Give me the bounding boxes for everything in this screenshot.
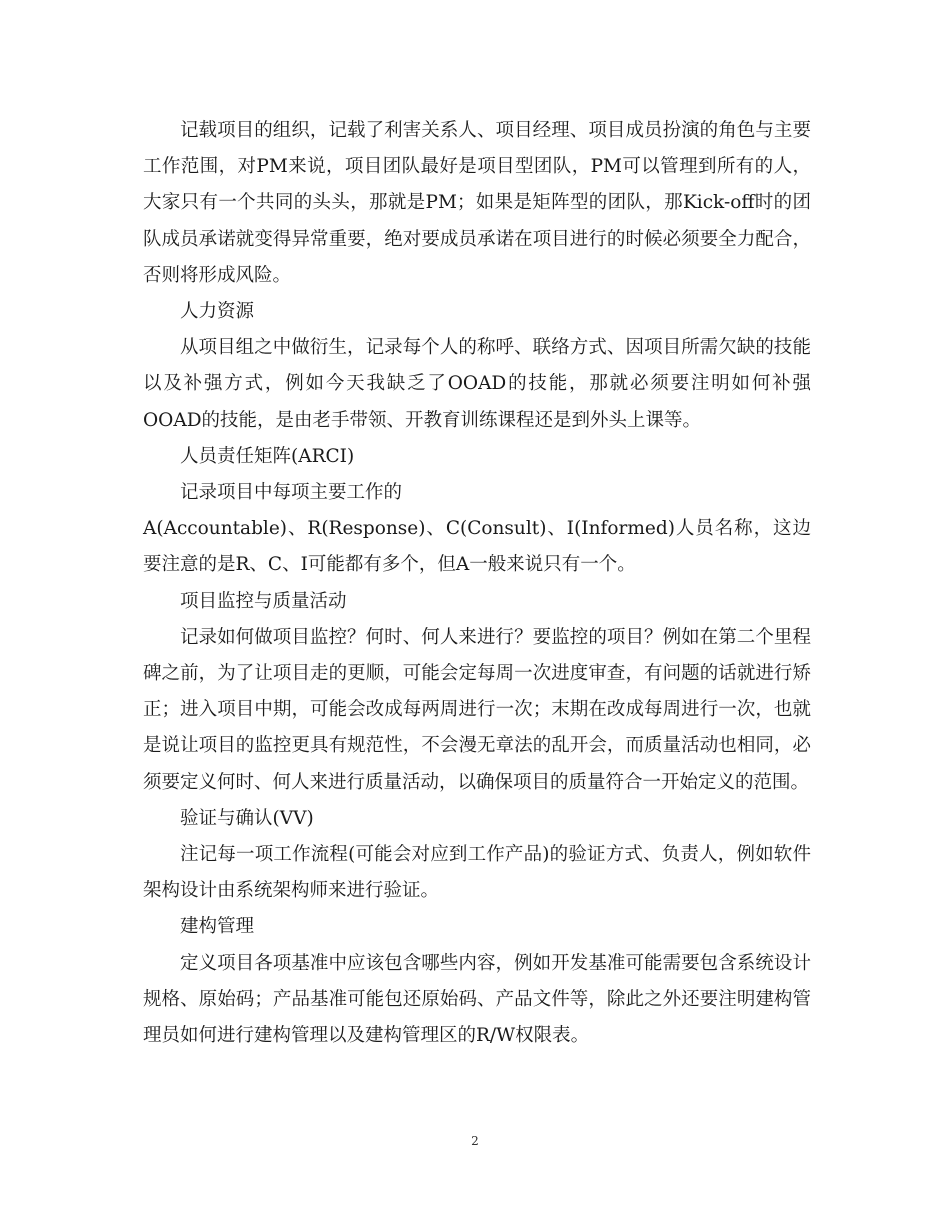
paragraph-arci-intro: 记录项目中每项主要工作的 xyxy=(180,482,403,504)
section-heading-vv: 验证与确认(VV) xyxy=(180,807,314,829)
paragraph-configuration-management: 定义项目各项基准中应该包含哪些内容，例如开发基准可能需要包含系统设计规格、原始码；产品基准可能包还原始码、产品文件等，除此之外还要注明建构管理员如何进行建构管理以及建构管理区的R/W权限表。 xyxy=(143,952,811,1047)
section-heading-arci: 人员责任矩阵(ARCI) xyxy=(180,445,355,467)
paragraph-human-resources: 从项目组之中做衍生，记录每个人的称呼、联络方式、因项目所需欠缺的技能以及补强方式，例如今天我缺乏了OOAD的技能，那就必须要注明如何补强OOAD的技能，是由老手带领、开教育训练课程还是到外头上课等。 xyxy=(143,337,811,431)
page-number: 2 xyxy=(471,1134,479,1148)
section-heading-monitoring-quality: 项目监控与质量活动 xyxy=(180,590,347,612)
paragraph-organization: 记载项目的组织，记载了利害关系人、项目经理、项目成员扮演的角色与主要工作范围，对PM来说，项目团队最好是项目型团队，PM可以管理到所有的人，大家只有一个共同的头头，那就是PM；如果是矩阵型的团队，那Kick-off时的团队成员承诺就变得异常重要，绝对要成员承诺在项目进行的时候必须要全力配合，否则将形成风险。 xyxy=(143,120,811,286)
document-body xyxy=(143,113,811,1054)
paragraph-arci-detail: A(Accountable)、R(Response)、C(Consult)、I(Informed)人员名称，这边要注意的是R、C、I可能都有多个，但A一般来说只有一个。 xyxy=(143,518,811,576)
paragraph-vv: 注记每一项工作流程(可能会对应到工作产品)的验证方式、负责人，例如软件架构设计由系统架构师来进行验证。 xyxy=(143,844,811,902)
paragraph-monitoring-quality: 记录如何做项目监控？何时、何人来进行？要监控的项目？例如在第二个里程碑之前，为了让项目走的更顺，可能会定每周一次进度审查，有问题的话就进行矫正；进入项目中期，可能会改成每两周进行一次；末期在改成每周进行一次，也就是说让项目的监控更具有规范性，不会漫无章法的乱开会，而质量活动也相同，必须要定义何时、何人来进行质量活动，以确保项目的质量符合一开始定义的范围。 xyxy=(143,626,811,793)
section-heading-configuration-management: 建构管理 xyxy=(180,916,255,938)
section-heading-human-resources: 人力资源 xyxy=(180,301,255,323)
